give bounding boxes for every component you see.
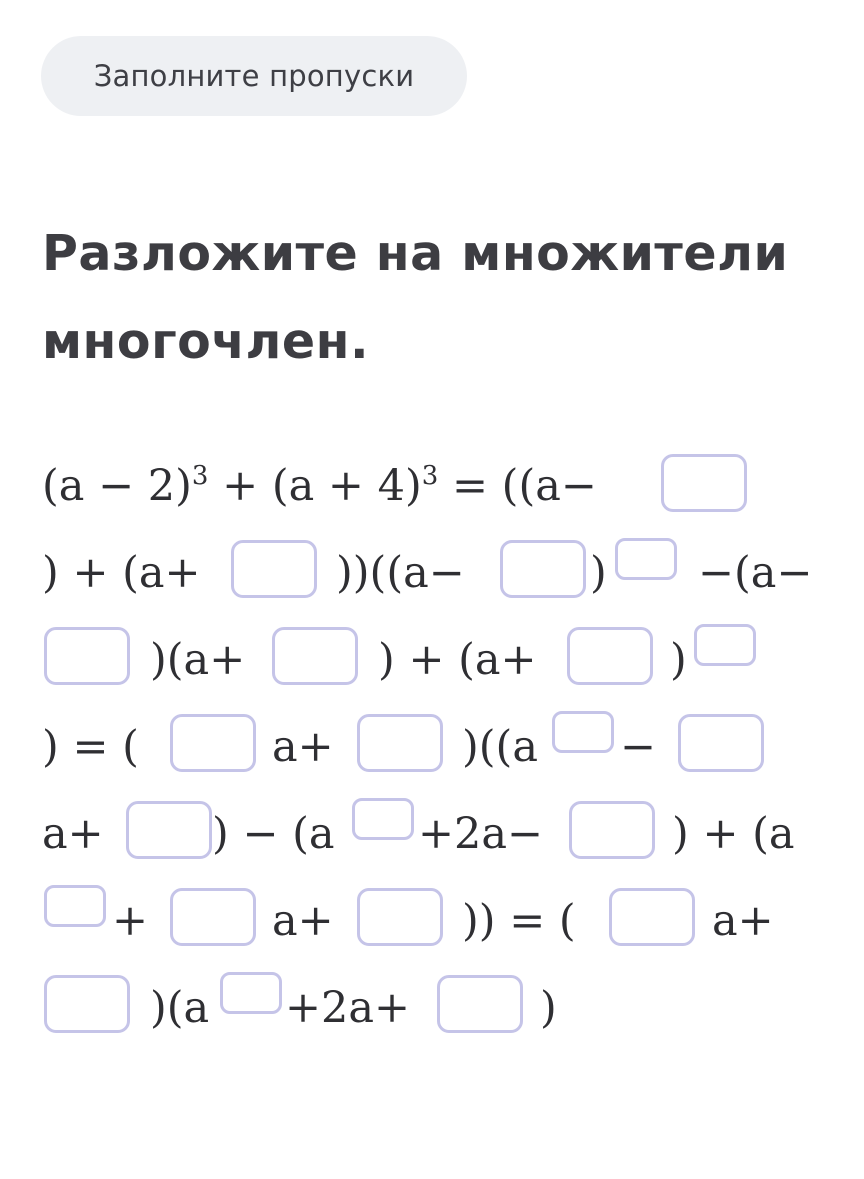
equation-text: ) + (a+ [378, 635, 537, 685]
equation-text: )) = ( [462, 896, 576, 946]
answer-input-14[interactable] [609, 888, 695, 946]
equation-text: ))((a− [336, 548, 465, 598]
answer-exponent-input-5[interactable] [44, 885, 106, 927]
answer-input-13[interactable] [357, 888, 443, 946]
answer-input-10[interactable] [126, 801, 212, 859]
answer-exponent-input-6[interactable] [220, 972, 282, 1014]
answer-exponent-input-3[interactable] [552, 711, 614, 753]
task-type-badge: Заполните пропуски [41, 36, 467, 116]
answer-input-16[interactable] [437, 975, 523, 1033]
equation-text: −(a− [698, 548, 813, 598]
equation-text: +2a+ [285, 983, 411, 1033]
equation-text: ) = ( [42, 722, 139, 772]
answer-input-1[interactable] [661, 454, 747, 512]
answer-exponent-input-4[interactable] [352, 798, 414, 840]
equation-text: $(a - 2)^3 + (a + 4)^3 = ((a-$ [42, 461, 597, 511]
answer-exponent-input-1[interactable] [615, 538, 677, 580]
equation-text: ) − (a [212, 809, 335, 859]
answer-input-5[interactable] [272, 627, 358, 685]
equation-text: a+ [272, 722, 334, 772]
answer-input-9[interactable] [678, 714, 764, 772]
answer-input-6[interactable] [567, 627, 653, 685]
task-prompt-line-1: Разложите на множители [42, 225, 789, 282]
equation-text: − [620, 722, 657, 772]
answer-input-7[interactable] [170, 714, 256, 772]
equation-text: )((a [462, 722, 538, 772]
equation-text: ) [540, 983, 557, 1033]
equation-text: ) + (a+ [42, 548, 201, 598]
task-prompt-line-2: многочлен. [42, 313, 370, 370]
equation-text: +2a− [418, 809, 544, 859]
equation-text: + [112, 896, 149, 946]
equation-text: ) [590, 548, 607, 598]
equation-text: ) [670, 635, 687, 685]
equation-text: ) + (a [672, 809, 795, 859]
answer-exponent-input-2[interactable] [694, 624, 756, 666]
equation-text: )(a [150, 983, 210, 1033]
equation-text: )(a+ [150, 635, 246, 685]
equation-text: a+ [272, 896, 334, 946]
equation-text: a+ [42, 809, 104, 859]
answer-input-2[interactable] [231, 540, 317, 598]
answer-input-3[interactable] [500, 540, 586, 598]
answer-input-15[interactable] [44, 975, 130, 1033]
answer-input-8[interactable] [357, 714, 443, 772]
answer-input-4[interactable] [44, 627, 130, 685]
answer-input-11[interactable] [569, 801, 655, 859]
answer-input-12[interactable] [170, 888, 256, 946]
equation-text: a+ [712, 896, 774, 946]
